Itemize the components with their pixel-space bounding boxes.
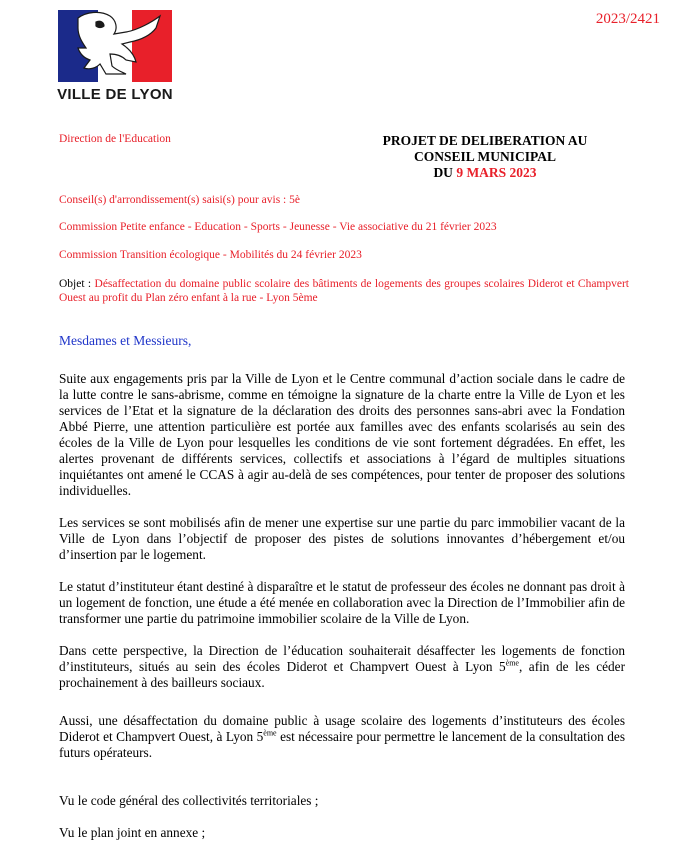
title-line-1: PROJET DE DELIBERATION AU (382, 133, 588, 148)
title-line-3 (340, 165, 630, 181)
paragraph-4 (59, 643, 625, 691)
objet-label: Objet : (59, 278, 95, 290)
commission-1-line: Commission Petite enfance - Education - Sports - Jeunesse - Vie associative du 21 février 2023 (59, 221, 497, 233)
objet-text: Désaffectation du domaine public scolaire des bâtiments de logements des groupes scolaires Diderot et Champvert Ouest au profit du Plan zéro enfant à la rue - Lyon 5ème (59, 278, 629, 304)
paragraph-5-text-a: Aussi, une désaffectation du domaine public à usage scolaire des logements d’instituteurs des écoles Diderot et Champvert Ouest, à Lyon 5 (59, 713, 625, 744)
commission-2-line: Commission Transition écologique - Mobilités du 24 février 2023 (59, 249, 362, 261)
vu-plan-line: Vu le plan joint en annexe ; (59, 825, 206, 840)
paragraph-3: Le statut d’instituteur étant destiné à disparaître et le statut de professeur des écoles ne donnant pas droit à un logement de fonction, une étude a été menée en collaboration avec la Direction de l’Immobilier afin de transformer une partie du patrimoine immobilier scolaire de la Ville de Lyon. (59, 579, 625, 626)
paragraph-4-sup: ème (505, 658, 519, 668)
title-line-2: CONSEIL MUNICIPAL (414, 149, 556, 164)
salutation: Mesdames et Messieurs, (59, 333, 192, 348)
paragraph-2: Les services se sont mobilisés afin de mener une expertise sur une partie du parc immobilier vacant de la Ville de Lyon dans l’objectif de proposer des pistes de solutions innovantes d’hébergement et/ou d’insertion par le logement. (59, 515, 625, 562)
paragraph-5-sup: ème (263, 728, 277, 738)
logo-text: VILLE DE LYON (57, 86, 173, 103)
title-date-prefix: DU (433, 165, 457, 180)
paragraph-5 (59, 713, 625, 761)
reference-number: 2023/2421 (595, 11, 660, 27)
paragraph-5-text-b: est nécessaire pour permettre le lancement de la consultation des futurs opérateurs. (59, 729, 625, 760)
title-date: 9 MARS 2023 (456, 165, 537, 180)
paragraph-1: Suite aux engagements pris par la Ville de Lyon et le Centre communal d’action sociale dans le cadre de la lutte contre le sans-abrisme, comme en témoigne la signature de la charte entre la Ville de Lyon et les services de l’Etat et la signature de la déclaration des droits des personnes sans-abri avec la Fondation Abbé Pierre, une attention particulière est portée aux familles avec des enfants scolarisés au sein des écoles de la Ville de Lyon pour lesquelles les conditions de vie sont fortement dégradées. En effet, les alertes provenant de différents services, collectifs et associations à l’égard de multiples situations inquiétantes ont amené le CCAS à agir au-delà de ses compétences, pour tenter de proposer des solutions individuelles. (59, 371, 625, 498)
direction-label: Direction de l'Education (59, 133, 171, 145)
paragraph-4-text-b: , afin de les céder prochainement à des bailleurs sociaux. (59, 659, 625, 690)
document-title (340, 133, 630, 181)
objet-line (59, 277, 629, 305)
vu-code-line: Vu le code général des collectivités territoriales ; (59, 793, 319, 808)
conseils-line: Conseil(s) d'arrondissement(s) saisi(s) pour avis : 5è (59, 194, 300, 206)
paragraph-4-text-a: Dans cette perspective, la Direction de l’éducation souhaiterait désaffecter les logements de fonction d’instituteurs, situés au sein des écoles Diderot et Champvert Ouest à Lyon 5 (59, 643, 625, 674)
